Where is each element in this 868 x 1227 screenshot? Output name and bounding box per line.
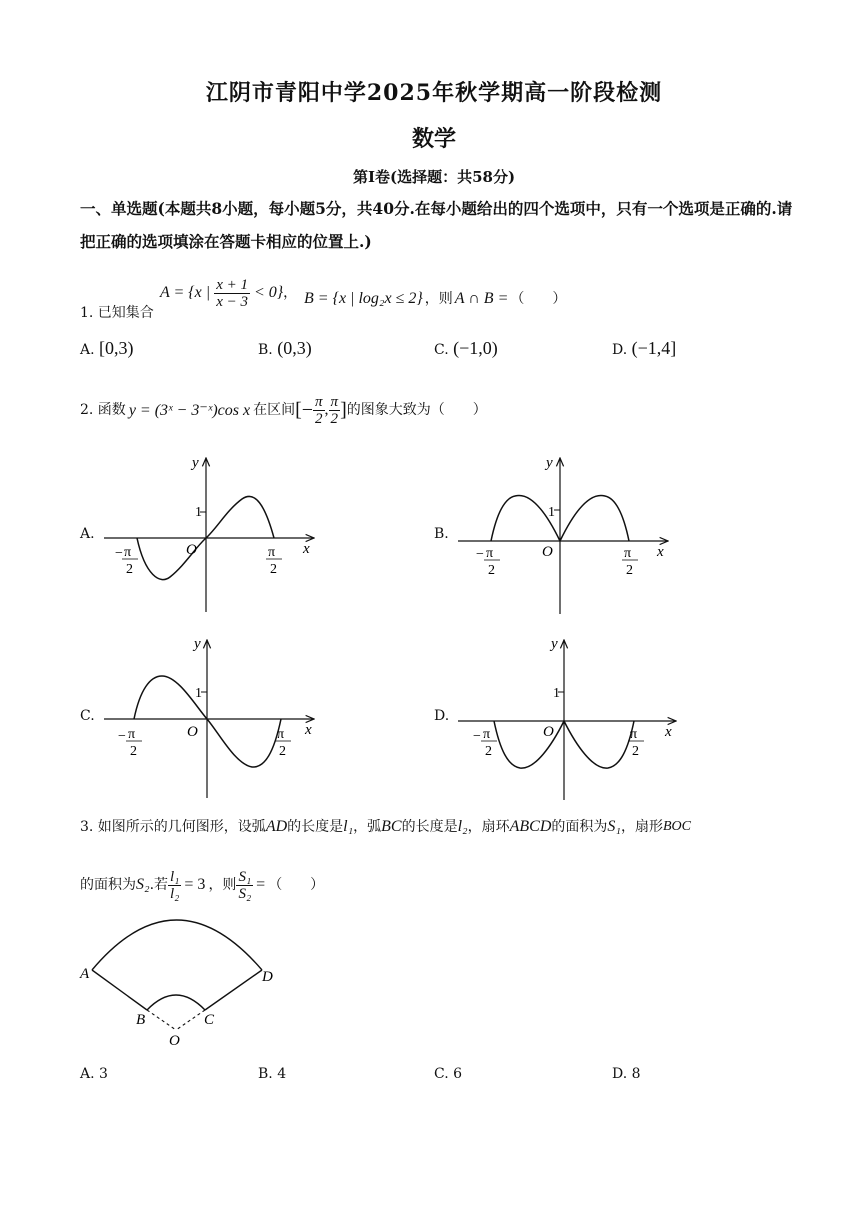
text: ，扇环 [467,819,510,835]
text: 的长度是 [401,819,458,835]
l2: l₂ [457,818,468,835]
q2-option-b-label[interactable]: B. [434,526,449,542]
x-label: x [303,541,310,557]
two-label: 2 [485,744,492,759]
minus-sign: − [476,547,484,562]
one-label: 1 [195,686,202,701]
x-label: x [657,544,664,560]
option-value: [0,3) [99,338,134,358]
intersection-expr: A ∩ B = [454,290,509,307]
pi-label: π [624,546,632,561]
two: 2 [330,410,339,427]
q2-mid: 在区间 [253,402,296,418]
option-label: B. [258,342,273,358]
q2-prefix: 2. 函数 [80,402,126,418]
pi-label: π [124,545,132,560]
s2: S₂ [238,885,252,902]
arc-bc: BC [381,818,402,835]
interval-left: [− [295,398,314,421]
option-value: 3 [99,1066,108,1082]
pi-label: π [128,727,136,742]
one-label: 1 [548,505,555,520]
y-label: y [551,636,558,652]
point-c: C [204,1012,215,1028]
point-b: B [136,1012,146,1028]
pi-label: π [277,727,285,742]
q3-option-a[interactable] [80,1066,108,1082]
option-label: B. [258,1066,273,1082]
point-a: A [80,966,90,982]
text: .若 [149,877,169,893]
option-label: C. [434,1066,449,1082]
abcd: ABCD [509,818,552,835]
text: 的面积为 [80,877,136,893]
text: ，则 [208,877,237,893]
q3-option-c[interactable] [434,1066,462,1082]
part-title: 第I卷(选择题：共58分) [352,168,516,186]
eq: = [256,876,266,893]
two-label: 2 [130,744,137,759]
option-label: D. [612,1066,628,1082]
minus-sign: − [118,729,126,744]
then: ，则 [424,291,453,307]
q3-line2 [80,862,324,908]
option-value: (−1,4] [631,338,677,358]
origin-label: O [542,544,553,560]
l1: l₁ [170,868,180,885]
q3-option-b[interactable] [258,1066,286,1082]
pi: π [330,393,339,410]
two-label: 2 [270,562,277,577]
l2: l₂ [170,885,180,902]
set-b: B = {x | log₂x ≤ 2} [304,290,423,307]
y-label: y [192,455,199,471]
graph-d[interactable] [458,636,676,800]
y-label: y [546,455,553,471]
s1: S₁ [238,868,252,885]
exam-title: 江阴市青阳中学2025年秋学期高一阶段检测 [205,80,663,106]
origin-label: O [186,542,197,558]
set-a-right: < 0} [253,284,284,301]
two-label: 2 [279,744,286,759]
text: 3. 如图所示的几何图形，设弧 [80,819,266,835]
q2-option-d-label[interactable]: D. [434,708,450,724]
section-heading: 一、单选题(本题共8小题，每小题5分，共40分.在每小题给出的四个选项中，只有一个选项是正确的.请把正确的选项填涂在答题卡相应的位置上.) [80,199,793,251]
eq3: = 3 [184,876,206,893]
graph-a[interactable] [104,455,314,612]
subject-title: 数学 [411,126,456,152]
origin-label: O [187,724,198,740]
pi-label: π [268,545,276,560]
option-label: A. [80,342,95,358]
q2-option-c-label[interactable]: C. [80,708,95,724]
one-label: 1 [553,686,560,701]
x-label: x [665,724,672,740]
point-d: D [262,969,273,985]
l-ratio [168,869,181,902]
answer-paren: （ ） [268,877,325,893]
text: 的面积为 [551,819,608,835]
answer-paren: （ ） [510,291,567,307]
minus-sign: − [115,546,123,561]
one-label: 1 [195,505,202,520]
option-value: 6 [453,1066,463,1082]
pi: π [315,393,323,410]
text: ，弧 [353,819,382,835]
option-value: (0,3) [277,338,312,358]
set-a-left: A = {x | [160,284,211,301]
pi-label: π [630,727,638,742]
arc-ad: AD [265,818,288,835]
pi-label: π [486,546,494,561]
q1-prefix: 1. 已知集合 [80,305,154,321]
set-a-num: x + 1 [216,276,248,293]
option-value: 4 [277,1066,287,1082]
option-label: A. [80,1066,95,1082]
pi-label: π [483,727,491,742]
option-label: C. [434,342,449,358]
q3-figure [79,920,273,1049]
origin-label: O [543,724,554,740]
q3-option-d[interactable] [612,1066,641,1082]
two: 2 [315,410,323,427]
point-o: O [169,1033,180,1049]
option-value: 8 [631,1066,641,1082]
s-ratio [236,869,253,902]
y-label: y [194,636,201,652]
q3-options [80,1066,800,1088]
two-label: 2 [632,744,639,759]
s2: S₂ [136,876,150,893]
interval-right: ] [340,398,347,421]
text: 的长度是 [287,819,344,835]
option-label: D. [612,342,628,358]
q2-suffix: 的图象大致为（ ） [346,402,487,418]
minus-sign: − [473,729,481,744]
comma: ， [283,285,298,301]
s1: S₁ [607,818,621,835]
option-value: (−1,0) [453,338,498,358]
q2-option-a-label[interactable]: A. [80,526,95,542]
set-a-den: x − 3 [216,293,248,310]
q2-function: y = (3ˣ − 3⁻ˣ)cos x [128,402,251,419]
text: ，扇形 [620,819,663,835]
two-label: 2 [488,563,495,578]
two-label: 2 [126,562,133,577]
q3-line1 [80,817,691,837]
graph-c[interactable] [104,636,314,798]
l1: l₁ [343,818,354,835]
graph-b[interactable] [458,455,668,614]
x-label: x [305,722,312,738]
q2-stem: 2. 函数 y = (3ˣ − 3⁻ˣ)cos x 在区间 [− $\frac{\pi}{2}$ , $\frac{\pi}{2}$ ] 的图象大致为（ ） [80,393,487,427]
two-label: 2 [626,563,633,578]
boc: BOC [662,819,691,834]
